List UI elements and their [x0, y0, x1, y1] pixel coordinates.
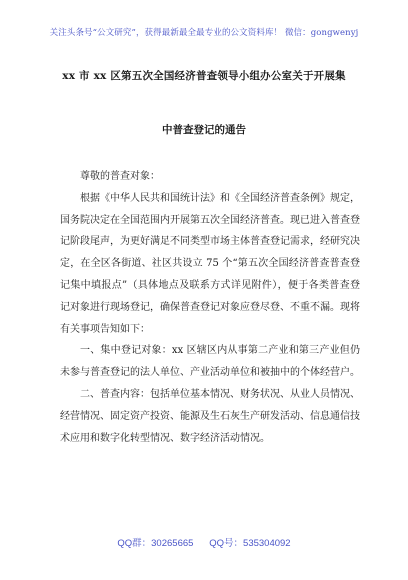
footer-contact	[0, 535, 408, 549]
document-body	[60, 166, 360, 449]
paragraph-registration-target: 一、集中登记对象：xx 区辖区内从事第二产业和第三产业但仍未参与普查登记的法人单位、产业活动单位和被抽中的个体经营户。	[60, 345, 360, 379]
footer-qq-number: QQ号：535304092	[209, 538, 291, 549]
header-banner: 关注头条号“公文研究”，获得最新最全最专业的公文资料库！ 微信：gongwenyj	[49, 28, 359, 38]
document-title-line-2: 中普查登记的通告	[162, 124, 246, 136]
document-title-line-1: xx 市 xx 区第五次全国经济普查领导小组办公室关于开展集	[62, 70, 346, 82]
paragraph-intro: 根据《中华人民共和国统计法》和《全国经济普查条例》规定，国务院决定在全国范围内开展第五次全国经济普查。现已进入普查登记阶段尾声，为更好满足不同类型市场主体普查登记需求，经研究决定，在全区各街道、社区共设立 75 个“第五次全国经济普查普查登记集中填报点”（具体地点及联系方式详见附件），便于各类普查登记对象进行现场登记，确保普查登记对象应登尽登、不重不漏。现将有关事项告知如下：	[60, 192, 360, 335]
paragraph-census-content: 二、普查内容：包括单位基本情况、财务状况、从业人员情况、经营情况、固定资产投资、能源及生石灰生产研发活动、信息通信技术应用和数字化转型情况、数字经济活动情况。	[60, 388, 360, 444]
salutation: 尊敬的普查对象：	[80, 171, 160, 182]
footer-qq-group: QQ群：30265665	[117, 538, 194, 549]
